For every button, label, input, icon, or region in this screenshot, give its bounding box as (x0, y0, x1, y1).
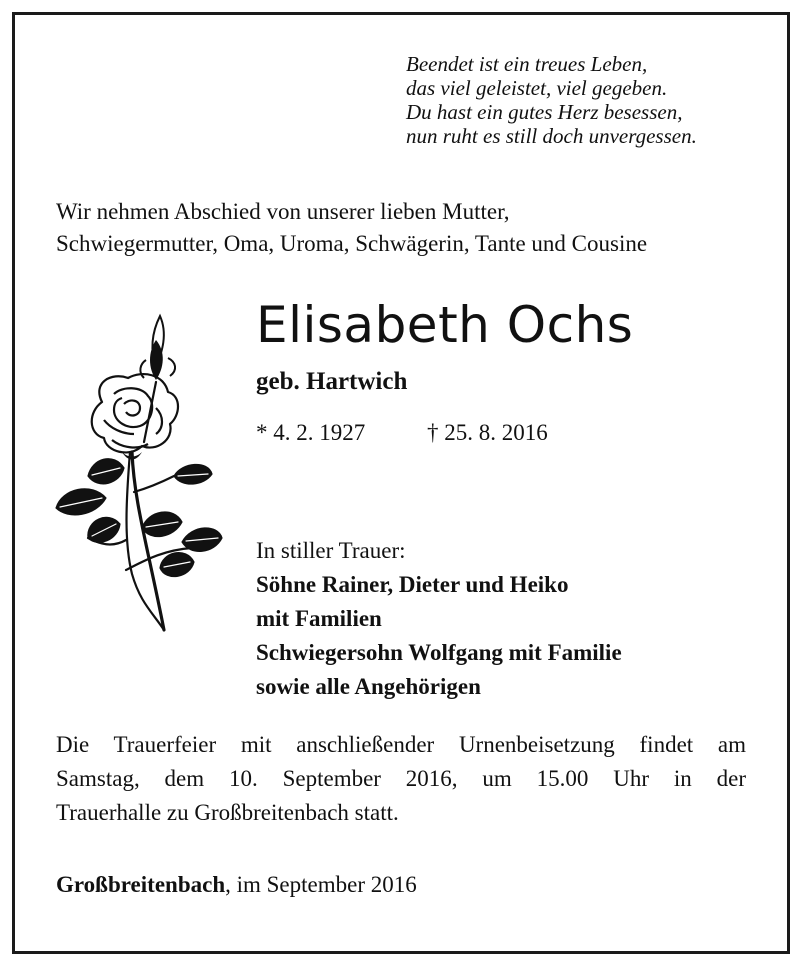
signoff-town: Großbreitenbach (56, 872, 226, 897)
mourners-heading: In stiller Trauer: (256, 538, 406, 563)
signoff-date: , im September 2016 (225, 872, 417, 897)
poem-line: Du hast ein gutes Herz besessen, (406, 100, 683, 124)
service-announcement (56, 728, 746, 830)
death-date: † 25. 8. 2016 (427, 420, 548, 445)
mourner-line: Söhne Rainer, Dieter und Heiko (256, 572, 569, 597)
service-line: Die Trauerfeier mit anschließender Urnenbeisetzung findet am (56, 732, 746, 757)
maiden-name: geb. Hartwich (256, 368, 408, 395)
intro-line-1: Wir nehmen Abschied von unserer lieben Mutter, (56, 199, 510, 224)
deceased-name: Elisabeth Ochs (256, 296, 634, 354)
service-line: Trauerhalle zu Großbreitenbach statt. (56, 800, 399, 825)
mourners-block (256, 534, 622, 704)
life-dates (256, 420, 548, 446)
mourner-line: sowie alle Angehörigen (256, 674, 481, 699)
poem-line: nun ruht es still doch unvergessen. (406, 124, 697, 148)
intro-line-2: Schwiegermutter, Oma, Uroma, Schwägerin, Tante und Cousine (56, 231, 648, 256)
poem-line: das viel geleistet, viel gegeben. (406, 76, 668, 100)
rose-icon (52, 312, 228, 644)
poem-line: Beendet ist ein treues Leben, (406, 52, 648, 76)
service-line: Samstag, dem 10. September 2016, um 15.00 Uhr in der (56, 766, 746, 791)
place-and-date (56, 872, 417, 898)
mourner-line: mit Familien (256, 606, 382, 631)
birth-date: * 4. 2. 1927 (256, 420, 366, 445)
intro-text (56, 196, 647, 260)
mourner-line: Schwiegersohn Wolfgang mit Familie (256, 640, 622, 665)
poem (406, 52, 697, 148)
